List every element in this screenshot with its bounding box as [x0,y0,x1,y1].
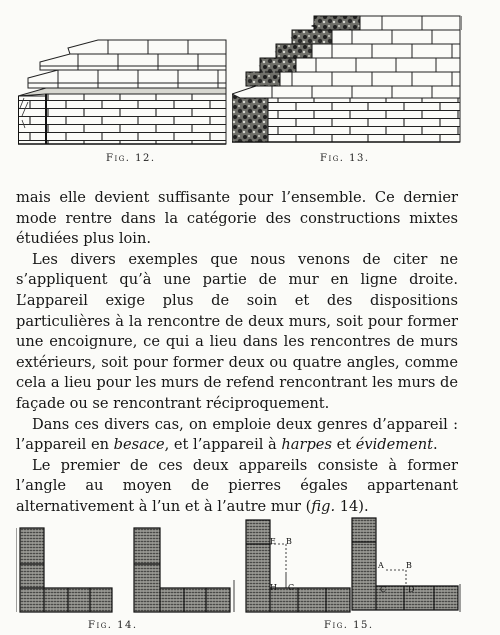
paragraph-3: Dans ces divers cas, on emploie deux genres d’appareil : l’appareil en besace, et l’appareil à harpes et évidement. [16,415,458,454]
fig-15-label-d: D [408,585,415,594]
fig-15-label-e: E [270,537,276,546]
fig-15-label-c: C [288,583,295,592]
fig-15-label-c2: C [380,585,387,594]
fig-14-corner-plans [16,520,238,616]
fig-15-label-h: H [270,583,277,592]
fig-15-harpes-plans [242,514,464,616]
body-text [16,188,458,518]
fig-12-caption: Fig. 12. [106,153,156,164]
fig-14-caption: Fig. 14. [88,620,138,631]
fig-15-label-a: A [378,561,384,570]
fig-12-stepped-wall [18,36,228,148]
paragraph-2: Les divers exemples que nous venons de citer ne s’appliquent qu’à une partie de mur en ligne droite. L’appareil exige plus de soin et des dispositions particulières à la rencontre de deux murs, soit pour former une encoignure, ce qui a lieu dans les rencontres de murs extérieurs, soit pour former deux ou quatre angles, comme cela a lieu pour les murs de refend rencontrant les murs de façade ou se rencontrant réciproquement. [16,250,458,412]
paragraph-4: Le premier de ces deux appareils consiste à former l’angle au moyen de pierres égales appartenant alternativement à l’un et à l’autre mur (fig. 14). [16,456,458,515]
fig-15-label-b2: B [406,561,412,570]
fig-15-label-b: B [286,537,292,546]
fig-13-stepped-wall-rubble [232,14,462,146]
fig-13-caption: Fig. 13. [320,153,370,164]
paragraph-1: mais elle devient suffisante pour l’ensemble. Ce dernier mode rentre dans la catégorie des constructions mixtes étudiées plus loin. [16,189,458,248]
fig-15-caption: Fig. 15. [324,620,374,631]
